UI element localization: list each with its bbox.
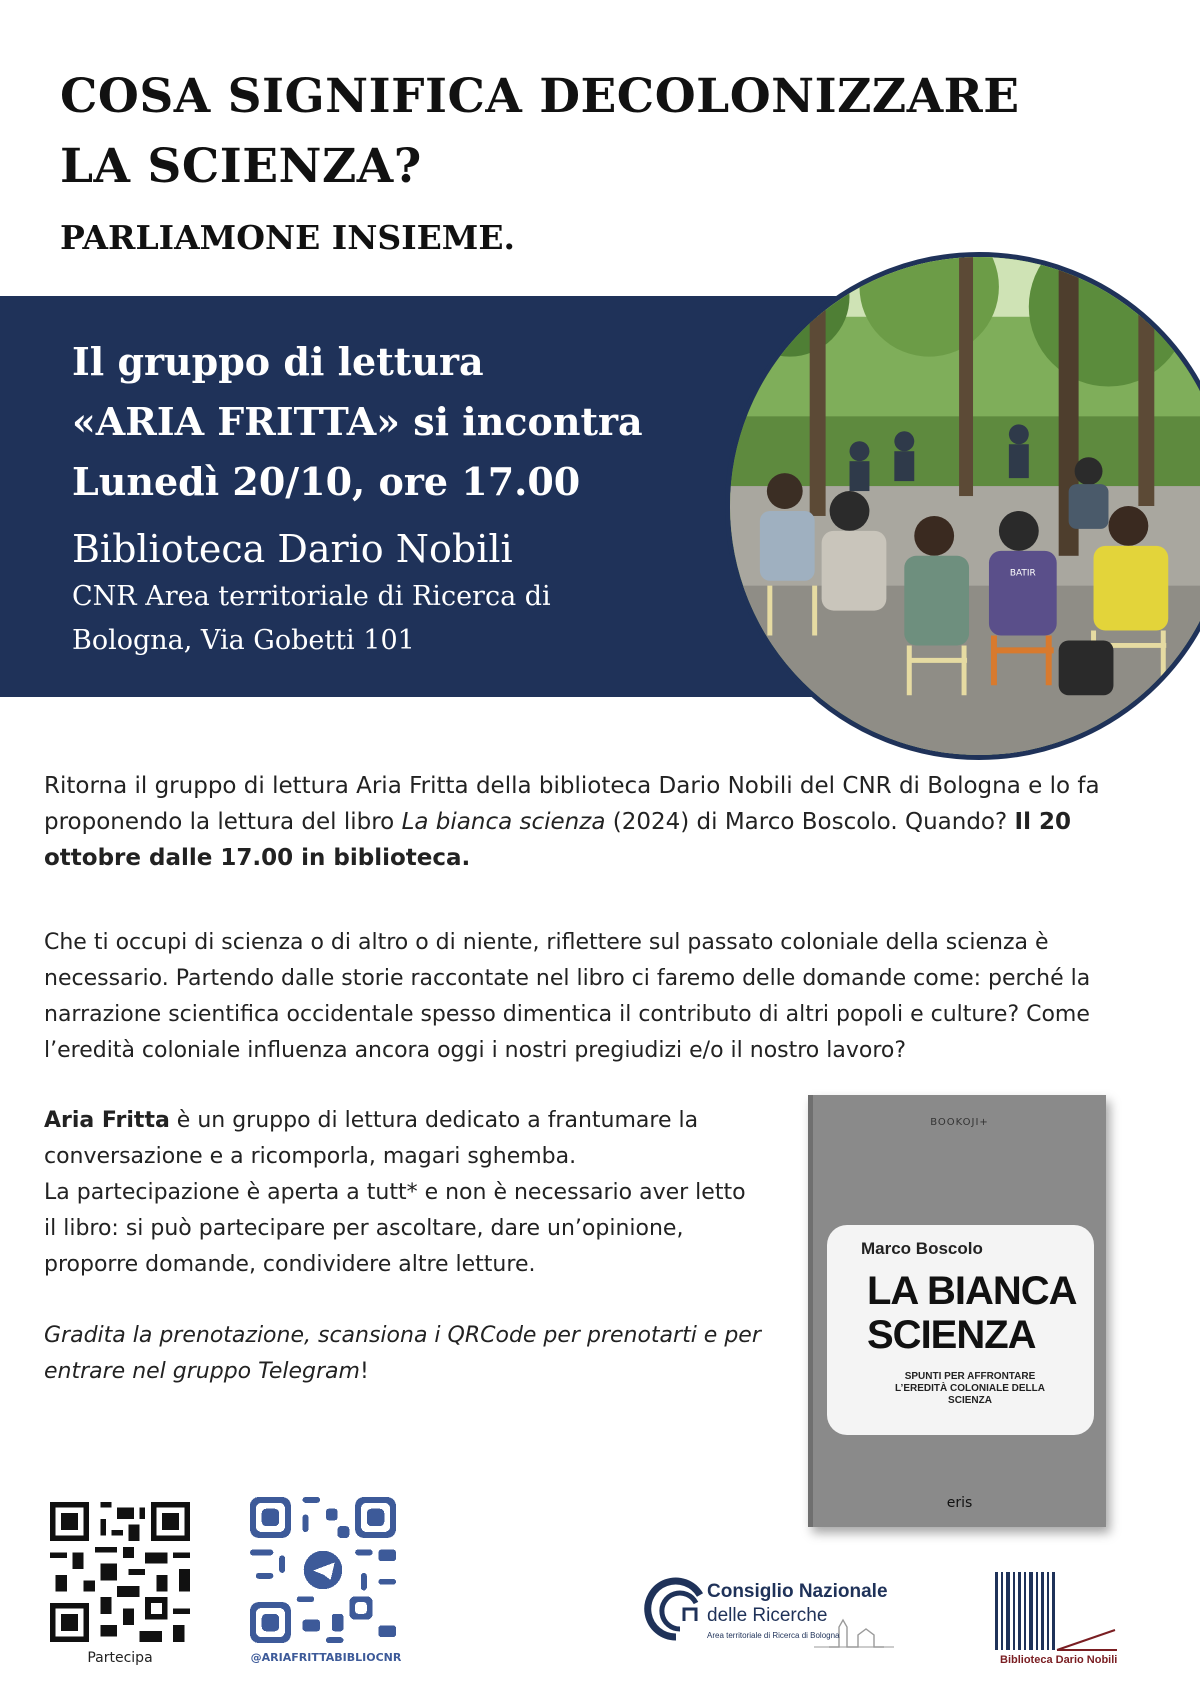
shirt-text: BATIR [1009,568,1036,579]
booking-text: Gradita la prenotazione, scansiona i QRCode per prenotarti e per entrare nel gruppo Telegram [44,1323,761,1384]
event-line-2: «ARIA FRITTA» si incontra [72,399,643,444]
library-logo-icon [995,1568,1125,1658]
group-photo-illustration [730,257,1200,755]
book-author: Marco Boscolo [861,1239,983,1258]
cnr-area: Area territoriale di Ricerca di Bologna [707,1631,840,1640]
book-title-line-2: SCIENZA [867,1313,1036,1357]
book-title-panel [827,1225,1094,1435]
intro-date-highlight: Il 20 ottobre dalle 17.00 in biblioteca. [44,809,1071,871]
event-address-1: CNR Area territoriale di Ricerca di [72,581,551,612]
participation-text: La partecipazione è aperta a tutt* e non è necessario aver letto il libro: si può partecipare per ascoltare, dare un’opinione, proporre domande, condividere altre letture. [44,1180,746,1277]
qr-code-booking[interactable] [50,1502,190,1642]
event-line-1: Il gruppo di lettura [72,339,484,384]
intro-text-a: Ritorna il gruppo di lettura Aria Fritta della biblioteca Dario Nobili del CNR di Bologna e lo fa proponendo la lettura del libro [44,773,1100,835]
book-title [867,1269,1077,1357]
cnr-name-line-1: Consiglio Nazionale [707,1581,888,1602]
book-cover [808,1095,1106,1527]
book-publisher: BOOKOJI+ [930,1117,989,1128]
book-title-inline: La bianca scienza [401,809,606,835]
qr-caption-telegram: @ARIAFRITTABIBLIOCNR [250,1651,402,1664]
intro-text-b: (2024) di Marco Boscolo. Quando? [605,809,1015,835]
book-imprint: eris [946,1495,973,1511]
group-description-text-a: è un gruppo di lettura dedicato a frantumare la conversazione e a ricomporla, magari sghemba. [44,1108,699,1169]
event-details [72,332,643,662]
qr-caption-booking: Partecipa [87,1650,153,1666]
group-name: Aria Fritta [44,1108,170,1133]
group-description [44,1103,764,1283]
event-date: Lunedì 20/10, ore 17.00 [72,459,581,504]
page-title: COSA SIGNIFICA DECOLONIZZARE LA SCIENZA? [60,69,1020,194]
booking-exclamation: ! [359,1359,369,1384]
booking-paragraph [44,1318,764,1390]
cnr-name-line-2: delle Ricerche [707,1605,828,1626]
book-title-line-1: LA BIANCA [867,1269,1077,1313]
qr-code-telegram[interactable] [250,1497,396,1643]
group-description-line-1 [44,1103,764,1175]
page-subtitle: PARLIAMONE INSIEME. [60,218,515,257]
intro-paragraph [44,768,1164,876]
context-paragraph: Che ti occupi di scienza o di altro o di niente, riflettere sul passato coloniale della scienza è necessario. Partendo dalle storie raccontate nel libro ci faremo delle domande come: perché la narrazione scientifica occidentale spesso dimentica il contributo di altri popoli e culture? Come l’eredità coloniale influenza ancora oggi i nostri pregiudizi e/o il nostro lavoro? [44,930,1091,1063]
event-address-2: Bologna, Via Gobetti 101 [72,625,415,656]
book-subtitle: SPUNTI PER AFFRONTARE L’EREDITÀ COLONIALE DELLA SCIENZA [895,1371,1045,1406]
library-name: Biblioteca Dario Nobili [1000,1654,1118,1666]
event-venue: Biblioteca Dario Nobili [72,527,513,571]
